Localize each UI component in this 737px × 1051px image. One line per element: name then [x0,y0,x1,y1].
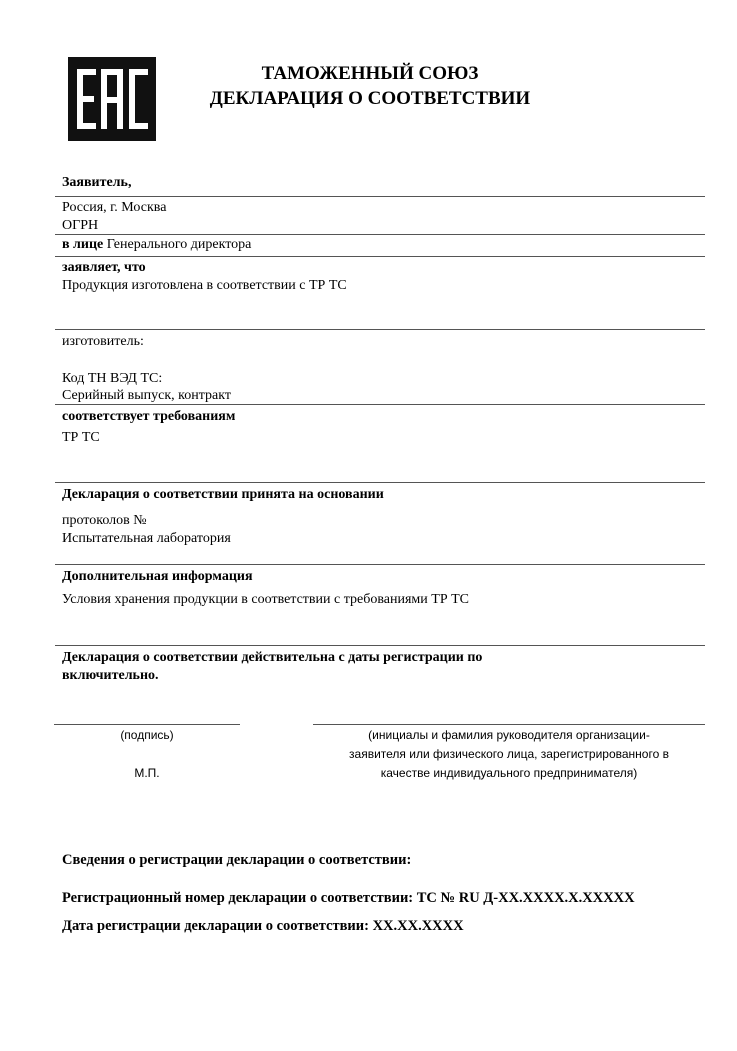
declares-text: Продукция изготовлена в соответствии с ТР ТС [62,278,347,293]
signature-caption: (подпись) [120,728,174,742]
registration-heading: Сведения о регистрации декларации о соответствии: [62,852,412,868]
eac-mark-icon [68,57,156,141]
serial-production: Серийный выпуск, контракт [62,388,231,403]
protocols: протоколов № [62,513,147,528]
validity-line1: Декларация о соответствии действительна с даты регистрации по [62,650,483,665]
applicant-ogrn: ОГРН [62,218,99,233]
registration-date: Дата регистрации декларации о соответствии: XX.XX.XXXX [62,918,464,934]
name-caption-line1: (инициалы и фамилия руководителя организации- [368,728,650,742]
represented-value: Генерального директора [103,237,252,252]
signature-line [54,724,240,725]
name-line [313,724,705,725]
name-caption-line2: заявителя или физического лица, зарегистрированного в [349,747,669,761]
declares-label: заявляет, что [62,260,146,275]
divider [55,234,705,235]
test-lab: Испытательная лаборатория [62,531,231,546]
divider [55,196,705,197]
additional-text: Условия хранения продукции в соответствии с требованиями ТР ТС [62,592,470,607]
applicant-label: Заявитель, [62,175,132,190]
manufacturer-label: изготовитель: [62,334,144,349]
registration-number: Регистрационный номер декларации о соответствии: ТС № RU Д-XX.XXXX.X.XXXXX [62,890,635,906]
union-title: ТАМОЖЕННЫЙ СОЮЗ [261,63,479,84]
compliance-value: ТР ТС [62,430,100,445]
compliance-label: соответствует требованиям [62,409,236,424]
divider [55,404,705,405]
basis-label: Декларация о соответствии принята на основании [62,487,384,502]
hs-code: Код ТН ВЭД ТС: [62,371,163,386]
stamp-caption: М.П. [134,766,160,780]
applicant-location: Россия, г. Москва [62,200,167,215]
divider [55,564,705,565]
divider [55,329,705,330]
validity-line2: включительно. [62,668,159,683]
divider [55,645,705,646]
divider [55,256,705,257]
divider [55,482,705,483]
additional-label: Дополнительная информация [62,569,253,584]
document-title: ДЕКЛАРАЦИЯ О СООТВЕТСТВИИ [209,88,531,109]
eac-logo [68,57,156,141]
represented-label: в лице [62,237,104,252]
name-caption-line3: качестве индивидуального предпринимателя) [380,766,638,780]
represented-row [62,236,251,253]
